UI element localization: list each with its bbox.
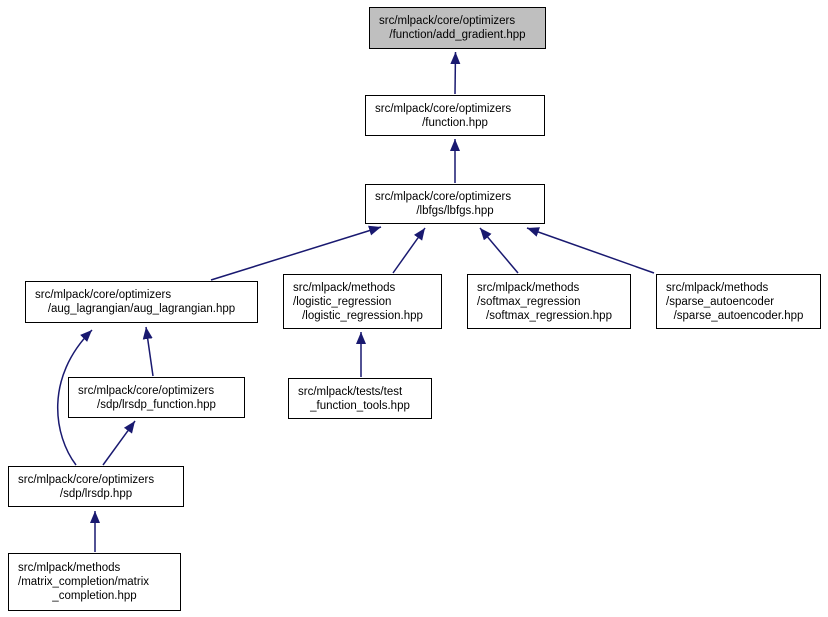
- edge-softmax-regression-to-lbfgs: [480, 228, 518, 273]
- node-label-line: src/mlpack/core/optimizers: [375, 102, 512, 115]
- node-label-line: src/mlpack/methods: [477, 281, 580, 294]
- node-label-line: /sparse_autoencoder: [666, 295, 775, 308]
- node-label-line: /sdp/lrsdp.hpp: [59, 487, 133, 500]
- graph-node-logistic-regression[interactable]: [283, 274, 442, 329]
- node-label-line: /logistic_regression.hpp: [302, 309, 423, 322]
- graph-node-add-gradient: [369, 7, 546, 49]
- node-label-line: /softmax_regression.hpp: [486, 309, 612, 322]
- graph-node-softmax-regression[interactable]: [467, 274, 631, 329]
- node-label-line: src/mlpack/core/optimizers: [35, 289, 172, 301]
- node-label-line: src/mlpack/methods: [666, 281, 769, 294]
- graph-node-lrsdp-function[interactable]: [68, 377, 245, 418]
- graph-node-test-function-tools[interactable]: [288, 378, 432, 419]
- graph-node-matrix-completion[interactable]: [8, 553, 181, 611]
- graph-node-function[interactable]: [365, 95, 545, 136]
- node-label-line: /function.hpp: [422, 116, 488, 129]
- edge-lrsdp-to-lrsdp-function: [103, 421, 135, 465]
- node-label-line: /matrix_completion/matrix: [18, 576, 150, 588]
- node-label-line: src/mlpack/core/optimizers: [78, 384, 215, 397]
- node-label-line: /sparse_autoencoder.hpp: [673, 309, 804, 322]
- node-label-line: /sdp/lrsdp_function.hpp: [97, 398, 216, 411]
- node-label-line: /softmax_regression: [477, 295, 581, 308]
- node-label-line: src/mlpack/methods: [18, 562, 121, 574]
- node-label-line: _function_tools.hpp: [310, 399, 410, 412]
- node-label-line: src/mlpack/methods: [293, 281, 396, 294]
- graph-node-aug-lagrangian[interactable]: [25, 281, 258, 323]
- node-label-line: src/mlpack/tests/test: [298, 385, 403, 398]
- node-label-line: src/mlpack/core/optimizers: [379, 15, 516, 27]
- edge-logistic-regression-to-lbfgs: [393, 228, 425, 273]
- node-label-line: src/mlpack/core/optimizers: [375, 191, 512, 203]
- edge-sparse-autoencoder-to-lbfgs: [527, 228, 654, 273]
- node-label-line: /lbfgs/lbfgs.hpp: [416, 205, 494, 217]
- node-label-line: src/mlpack/core/optimizers: [18, 473, 155, 486]
- graph-node-lrsdp[interactable]: [8, 466, 184, 507]
- edge-function-to-add-gradient: [455, 52, 456, 94]
- graph-node-lbfgs[interactable]: [365, 184, 545, 224]
- node-label-line: /function/add_gradient.hpp: [389, 29, 526, 41]
- node-label-line: /aug_lagrangian/aug_lagrangian.hpp: [47, 303, 236, 315]
- node-label-line: _completion.hpp: [52, 590, 137, 602]
- edge-aug-lagrangian-to-lbfgs: [211, 227, 381, 280]
- graph-node-sparse-autoencoder[interactable]: [656, 274, 821, 329]
- edge-lrsdp-function-to-aug-lagrangian: [146, 327, 153, 376]
- node-label-line: /logistic_regression: [293, 295, 392, 308]
